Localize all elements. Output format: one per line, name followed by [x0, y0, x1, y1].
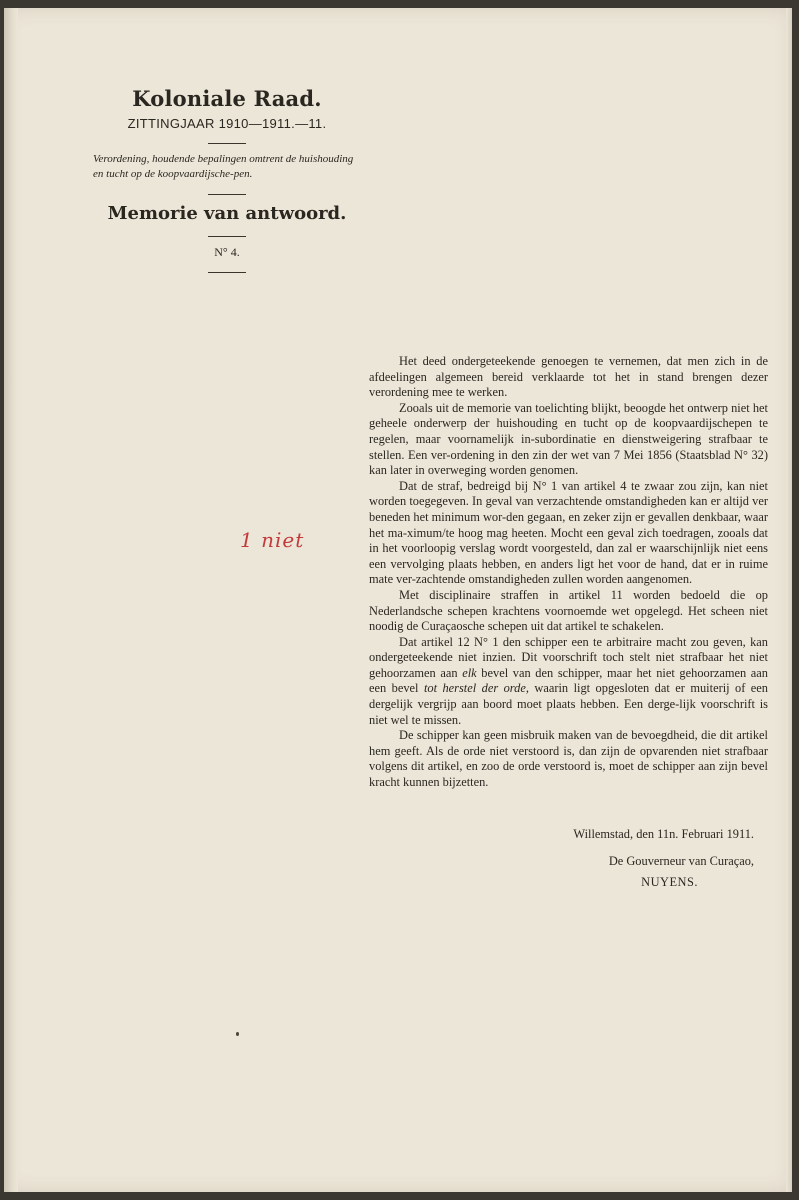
council-title: Koloniale Raad. [132, 86, 322, 111]
page-fold-shadow [4, 8, 18, 1192]
title-rule [208, 236, 246, 237]
paper-speck [236, 1032, 239, 1036]
document-title: Memorie van antwoord. [107, 203, 347, 224]
memorandum-body [369, 354, 768, 791]
paragraph-5-emphasis-orde: tot herstel der orde, [423, 681, 529, 696]
paragraph-5-part-a: Dat artikel 12 N° 1 den schipper een te arbitraire macht zou geven, kan ondergeteekende niet inzien. Dit voorschrift toch stelt niet strafbaar het niet gehoorzamen aan [369, 634, 768, 680]
subject-rule [208, 194, 246, 195]
signature-name: NUYENS. [641, 875, 698, 889]
handwritten-annotation: 1 niet [240, 528, 305, 552]
ordinance-subject: Verordening, houdende bepalingen omtrent de huishouding en tucht op de koopvaardijsche-pen. [93, 153, 354, 180]
number-rule [208, 272, 246, 273]
paragraph-1: Het deed ondergeteekende genoegen te vernemen, dat men zich in de afdeelingen algemeen bereid verklaarde tot het in stand brengen dezer verordening mee te werken. [369, 354, 768, 400]
paragraph-5 [369, 635, 768, 729]
governor-title: De Gouverneur van Curaçao, [608, 854, 754, 868]
document-header [92, 86, 362, 281]
page-edge-shadow [786, 8, 792, 1192]
paragraph-3: Dat de straf, bedreigd bij N° 1 van artikel 4 te zwaar zou zijn, kan niet worden toegegeven. In geval van verzachtende omstandigheden kan er altijd ver beneden het minimum wor-den gegaan, en zeker zijn er gevallen denkbaar, waar het ma-ximum/te hoog mag heeten. Mocht een geval zich toedragen, zooals dat in het voorloopig verslag wordt voorgesteld, dan zal er waarschijnlijk niet eens een vervolging plaats hebben, en anders ligt het voor de hand, dat er in ruime mate ver-zachtende omstandigheden zullen worden aangenomen. [369, 478, 768, 587]
document-page [4, 8, 792, 1192]
paragraph-5-emphasis-elk: elk [462, 665, 477, 680]
paragraph-5-part-c: waarin ligt opgesloten dat er muiterij of een dergelijk vergrijp aan boord moet plaats hebben. Een derge-lijk voorschrift is niet wel te missen. [369, 681, 768, 727]
paragraph-6: De schipper kan geen misbruik maken van de bevoegdheid, die dit artikel hem geeft. Als de orde niet verstoord is, dan zijn de opvarenden niet strafbaar volgens dit artikel, en zoo de orde verstoord is, moet de schipper aan zijn bevel kracht kunnen bijzetten. [369, 728, 768, 790]
document-number: N° 4. [214, 245, 240, 259]
paragraph-2: Zooals uit de memorie van toelichting blijkt, beoogde het ontwerp niet het geheele onderwerp der huishouding en tucht op de koopvaardijschepen te regelen, maar voornamelijk in-subordinatie en dienstweigering strafbaar te stellen. Een ver-ordening in den zin der wet van 7 Mei 1856 (Staatsblad N° 32) kan later in overweging worden genomen. [369, 400, 768, 478]
paragraph-4: Met disciplinaire straffen in artikel 11 worden bedoeld die op Nederlandsche schepen krachtens voornoemde wet opgelegd. Het scheen niet noodig de Curaçaosche schepen uit dat artikel te schakelen. [369, 587, 768, 634]
closing-date: Willemstad, den 11n. Februari 1911. [573, 827, 754, 841]
session-line: ZITTINGJAAR 1910—1911.—11. [127, 116, 327, 131]
paragraph-5-part-b: bevel van den schipper, maar het niet gehoorzamen aan een bevel [369, 665, 768, 696]
header-rule [208, 143, 246, 144]
